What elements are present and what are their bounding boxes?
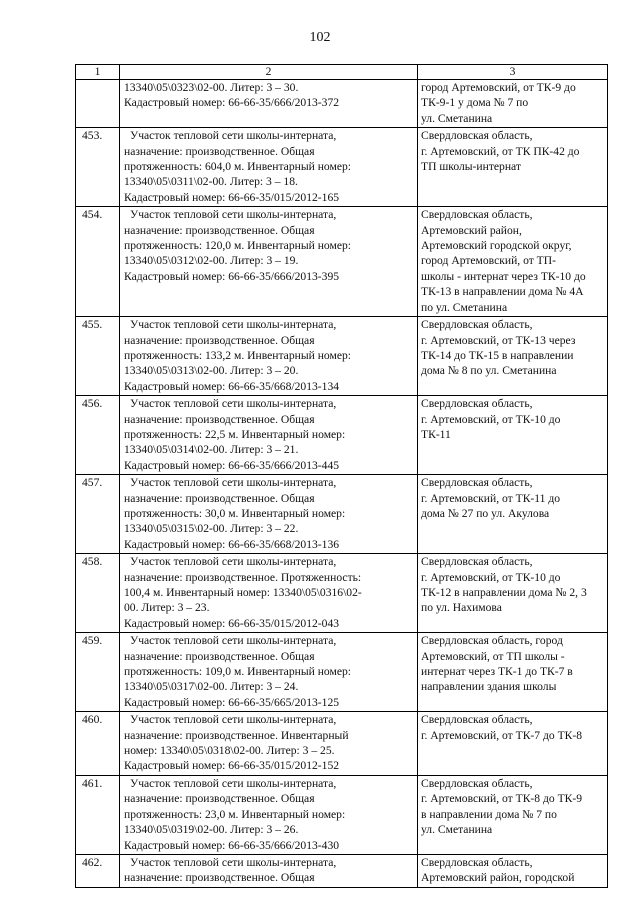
table-row bbox=[76, 633, 608, 712]
object-description bbox=[120, 396, 418, 475]
description-line: назначение: производственное. Общая bbox=[124, 649, 315, 663]
description-line: Участок тепловой сети школы-интерната, bbox=[130, 555, 337, 569]
description-line: 13340\05\0319\02-00. Литер: 3 – 26. bbox=[124, 823, 299, 837]
description-line: назначение: производственное. Общая bbox=[124, 491, 315, 505]
description-line: протяженность: 109,0 м. Инвентарный номер: bbox=[124, 665, 351, 679]
object-description bbox=[120, 712, 418, 776]
row-number: 453. bbox=[76, 128, 120, 207]
page-number: 102 bbox=[309, 30, 331, 45]
table-row bbox=[76, 128, 608, 207]
description-line: Участок тепловой сети школы-интерната, bbox=[130, 776, 337, 790]
table-row bbox=[76, 207, 608, 317]
description-line: Участок тепловой сети школы-интерната, bbox=[130, 129, 337, 143]
row-number: 459. bbox=[76, 633, 120, 712]
description-line: 13340\05\0314\02-00. Литер: 3 – 21. bbox=[124, 443, 299, 457]
description-line: Участок тепловой сети школы-интерната, bbox=[130, 397, 337, 411]
location-line: г. Артемовский, от ТК-10 до bbox=[421, 412, 561, 426]
description-line: Участок тепловой сети школы-интерната, bbox=[130, 855, 337, 869]
location-line: Свердловская область, bbox=[421, 397, 533, 411]
object-location bbox=[418, 128, 608, 207]
location-line: дома № 27 по ул. Акулова bbox=[421, 506, 550, 520]
location-line: ТП школы-интернат bbox=[421, 160, 521, 174]
description-line: Кадастровый номер: 66-66-35/666/2013-395 bbox=[124, 269, 340, 283]
description-line: 00. Литер: 3 – 23. bbox=[124, 601, 210, 615]
row-number: 456. bbox=[76, 396, 120, 475]
description-line: Участок тепловой сети школы-интерната, bbox=[130, 634, 337, 648]
object-location bbox=[418, 775, 608, 854]
location-line: ТК-14 до ТК-15 в направлении bbox=[421, 348, 574, 362]
description-line: Кадастровый номер: 66-66-35/666/2013-372 bbox=[124, 96, 340, 110]
location-line: Свердловская область, bbox=[421, 713, 533, 727]
row-number: 454. bbox=[76, 207, 120, 317]
object-location bbox=[418, 396, 608, 475]
description-line: Кадастровый номер: 66-66-35/666/2013-430 bbox=[124, 838, 340, 852]
object-location bbox=[418, 80, 608, 128]
description-line: назначение: производственное. Общая bbox=[124, 792, 315, 806]
row-number: 455. bbox=[76, 317, 120, 396]
property-register-table bbox=[75, 64, 608, 888]
object-description bbox=[120, 128, 418, 207]
description-line: Кадастровый номер: 66-66-35/015/2012-043 bbox=[124, 616, 340, 630]
location-line: город Артемовский, от ТК-9 до bbox=[421, 81, 576, 94]
description-line: Кадастровый номер: 66-66-35/668/2013-134 bbox=[124, 379, 340, 393]
row-number: 457. bbox=[76, 475, 120, 554]
location-line: ТК-13 в направлении дома № 4А bbox=[421, 285, 584, 299]
description-line: назначение: производственное. Инвентарный bbox=[124, 728, 349, 742]
location-line: Свердловская область, bbox=[421, 555, 533, 569]
table-row bbox=[76, 317, 608, 396]
description-line: Кадастровый номер: 66-66-35/015/2012-152 bbox=[124, 759, 340, 773]
description-line: протяженность: 133,2 м. Инвентарный номер: bbox=[124, 348, 351, 362]
location-line: в направлении дома № 7 по bbox=[421, 807, 557, 821]
table-row bbox=[76, 80, 608, 128]
location-line: г. Артемовский, от ТК-8 до ТК-9 bbox=[421, 792, 583, 806]
description-line: 13340\05\0317\02-00. Литер: 3 – 24. bbox=[124, 680, 299, 694]
location-line: ул. Сметанина bbox=[421, 111, 493, 125]
column-header-description: 2 bbox=[120, 65, 418, 80]
description-line: назначение: производственное. Общая bbox=[124, 412, 315, 426]
table-row bbox=[76, 712, 608, 776]
object-location bbox=[418, 317, 608, 396]
location-line: Артемовский, от ТП школы - bbox=[421, 649, 565, 663]
object-location bbox=[418, 633, 608, 712]
column-header-location: 3 bbox=[418, 65, 608, 80]
object-location bbox=[418, 854, 608, 887]
location-line: Свердловская область, bbox=[421, 855, 533, 869]
description-line: 13340\05\0323\02-00. Литер: 3 – 30. bbox=[124, 81, 299, 94]
description-line: 100,4 м. Инвентарный номер: 13340\05\0316\02- bbox=[124, 586, 362, 599]
row-number: 458. bbox=[76, 554, 120, 633]
location-line: город Артемовский, от ТП- bbox=[421, 254, 556, 268]
location-line: Артемовский район, городской bbox=[421, 871, 575, 885]
object-description bbox=[120, 854, 418, 887]
table-row bbox=[76, 396, 608, 475]
row-number: 460. bbox=[76, 712, 120, 776]
description-line: Участок тепловой сети школы-интерната, bbox=[130, 476, 337, 490]
table-row bbox=[76, 854, 608, 887]
table-body bbox=[76, 80, 608, 888]
row-number: 462. bbox=[76, 854, 120, 887]
description-line: назначение: производственное. Протяженность: bbox=[124, 570, 362, 584]
table-row bbox=[76, 475, 608, 554]
object-location bbox=[418, 475, 608, 554]
row-number bbox=[76, 80, 120, 128]
description-line: протяженность: 120,0 м. Инвентарный номер: bbox=[124, 239, 351, 253]
description-line: Кадастровый номер: 66-66-35/015/2012-165 bbox=[124, 190, 340, 204]
description-line: 13340\05\0313\02-00. Литер: 3 – 20. bbox=[124, 364, 299, 378]
object-location bbox=[418, 554, 608, 633]
description-line: протяженность: 22,5 м. Инвентарный номер: bbox=[124, 427, 346, 441]
location-line: Свердловская область, bbox=[421, 208, 533, 222]
description-line: протяженность: 30,0 м. Инвентарный номер: bbox=[124, 506, 346, 520]
description-line: 13340\05\0312\02-00. Литер: 3 – 19. bbox=[124, 254, 299, 268]
location-line: ТК-12 в направлении дома № 2, 3 bbox=[421, 586, 587, 599]
location-line: интернат через ТК-1 до ТК-7 в bbox=[421, 665, 573, 679]
object-description bbox=[120, 554, 418, 633]
location-line: Свердловская область, bbox=[421, 476, 533, 490]
location-line: дома № 8 по ул. Сметанина bbox=[421, 364, 557, 378]
description-line: 13340\05\0311\02-00. Литер: 3 – 18. bbox=[124, 175, 298, 189]
row-number: 461. bbox=[76, 775, 120, 854]
description-line: назначение: производственное. Общая bbox=[124, 333, 315, 347]
description-line: Участок тепловой сети школы-интерната, bbox=[130, 713, 337, 727]
location-line: ТК-9-1 у дома № 7 по bbox=[421, 96, 529, 110]
location-line: Артемовский район, bbox=[421, 223, 522, 237]
description-line: Участок тепловой сети школы-интерната, bbox=[130, 318, 337, 332]
description-line: Кадастровый номер: 66-66-35/665/2013-125 bbox=[124, 695, 340, 709]
location-line: ул. Сметанина bbox=[421, 823, 493, 837]
description-line: назначение: производственное. Общая bbox=[124, 223, 315, 237]
location-line: г. Артемовский, от ТК ПК-42 до bbox=[421, 144, 580, 158]
table-row bbox=[76, 775, 608, 854]
description-line: Кадастровый номер: 66-66-35/668/2013-136 bbox=[124, 537, 340, 551]
location-line: Свердловская область, bbox=[421, 129, 533, 143]
object-location bbox=[418, 712, 608, 776]
description-line: Участок тепловой сети школы-интерната, bbox=[130, 208, 337, 222]
column-header-number: 1 bbox=[76, 65, 120, 80]
object-description bbox=[120, 80, 418, 128]
description-line: протяженность: 23,0 м. Инвентарный номер: bbox=[124, 807, 346, 821]
location-line: г. Артемовский, от ТК-10 до bbox=[421, 570, 561, 584]
object-description bbox=[120, 633, 418, 712]
description-line: назначение: производственное. Общая bbox=[124, 144, 315, 158]
location-line: Артемовский городской округ, bbox=[421, 239, 572, 253]
location-line: г. Артемовский, от ТК-7 до ТК-8 bbox=[421, 728, 583, 742]
object-description bbox=[120, 775, 418, 854]
location-line: по ул. Сметанина bbox=[421, 300, 508, 314]
description-line: протяженность: 604,0 м. Инвентарный номер: bbox=[124, 160, 351, 174]
table-row bbox=[76, 554, 608, 633]
object-description bbox=[120, 475, 418, 554]
description-line: номер: 13340\05\0318\02-00. Литер: 3 – 25. bbox=[124, 744, 335, 758]
location-line: Свердловская область, bbox=[421, 776, 533, 790]
location-line: по ул. Нахимова bbox=[421, 601, 502, 615]
location-line: Свердловская область, bbox=[421, 318, 533, 332]
object-description bbox=[120, 317, 418, 396]
object-description bbox=[120, 207, 418, 317]
location-line: ТК-11 bbox=[421, 427, 451, 441]
description-line: Кадастровый номер: 66-66-35/666/2013-445 bbox=[124, 458, 340, 472]
description-line: 13340\05\0315\02-00. Литер: 3 – 22. bbox=[124, 522, 299, 536]
location-line: Свердловская область, город bbox=[421, 634, 563, 648]
description-line: назначение: производственное. Общая bbox=[124, 871, 315, 885]
location-line: г. Артемовский, от ТК-13 через bbox=[421, 333, 576, 347]
location-line: г. Артемовский, от ТК-11 до bbox=[421, 491, 561, 505]
object-location bbox=[418, 207, 608, 317]
location-line: направлении здания школы bbox=[421, 680, 557, 694]
table-header-row bbox=[76, 65, 608, 80]
location-line: школы - интернат через ТК-10 до bbox=[421, 269, 586, 283]
